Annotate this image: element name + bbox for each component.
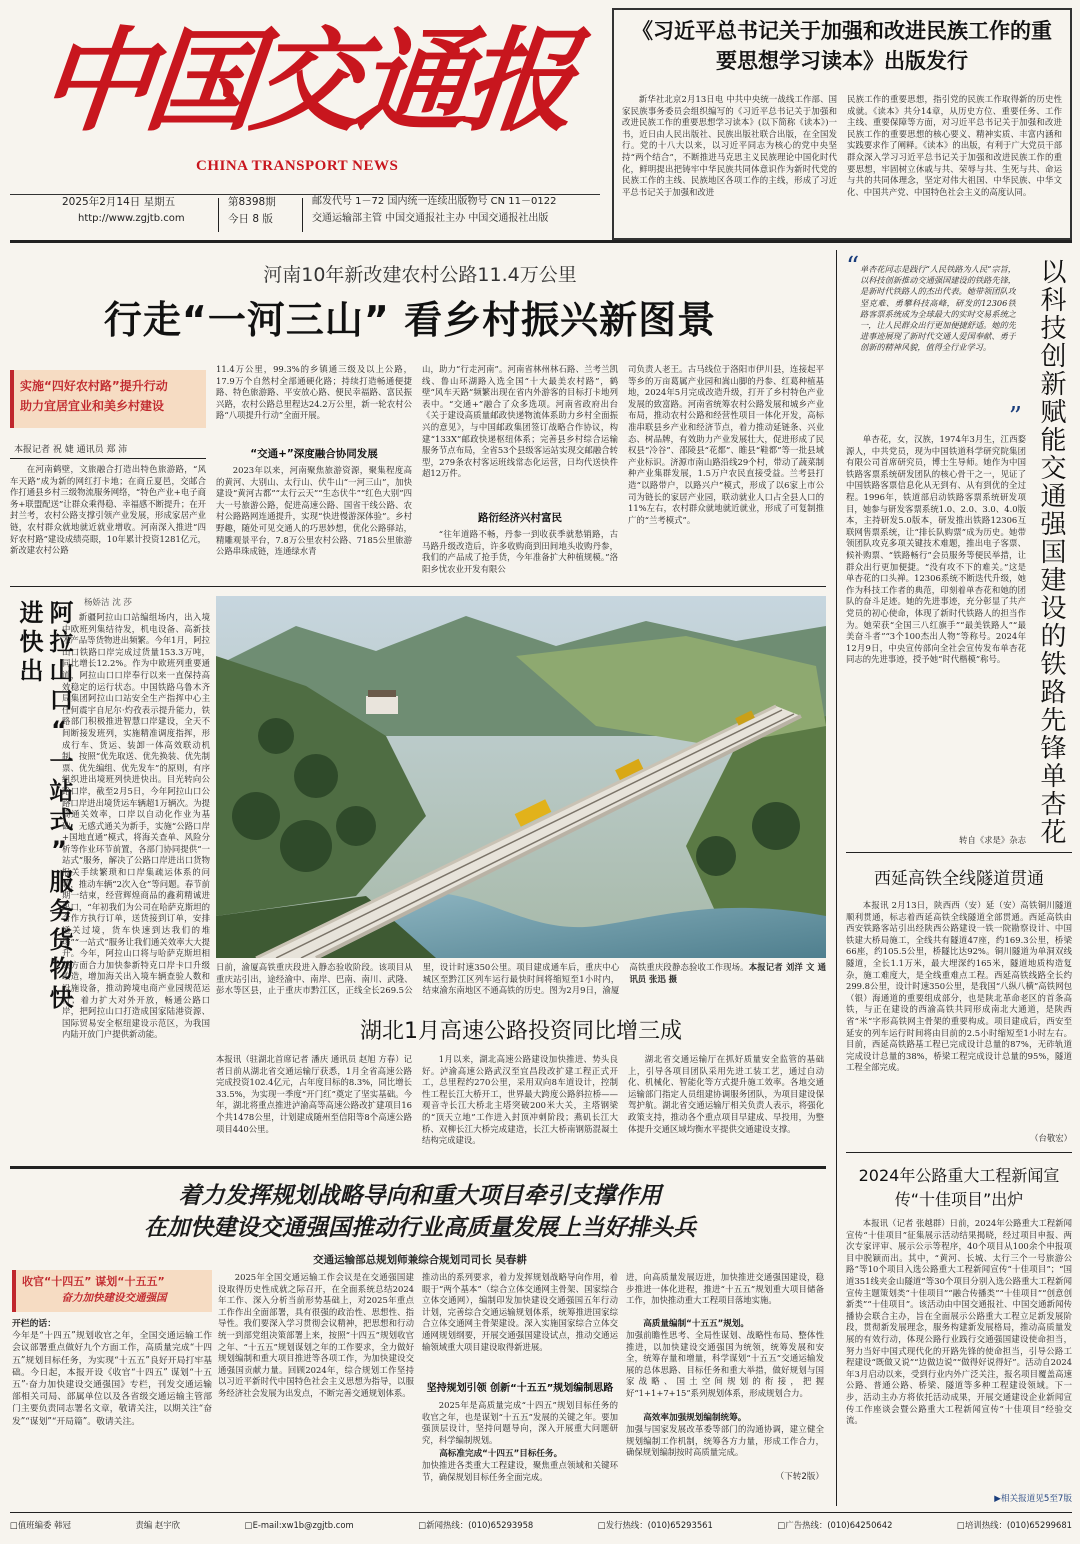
footer-email[interactable]: □E-mail:xw1b@zgjtb.com — [244, 1520, 354, 1530]
masthead-date: 2025年2月14日 星期五 — [62, 196, 176, 208]
planning-col1: 2025年全国交通运输工作会议是在交通强国建设取得历史性成就之际召开，在全面系统总结2024年工作、深入分析当前形势基础上，对2025年重点工作作出全面部署，具有很强的政治性、思想性、指导性。我们要深入学习贯彻会议精神，把思想和行动统一到部党组决策部署上来，按照“十四五”规划收官之年、“十五五”规划谋划之年的工作要求，全力做好规划编制和重大项目推进等各项工作，为加快建设交通强国贡献力量。回顾2024年，综合规划工作坚持以习近平新时代中国特色社会主义思想为指导，以服务经济社会发展为出发点，不断完善交通规划体系。 — [218, 1272, 414, 1398]
planning-tag-line2: 奋力加快建设交通强国 — [61, 1292, 167, 1304]
footer-editor: □值班编委 韩冠 — [10, 1520, 71, 1530]
henan-tag-line1: 实施“四好农村路”提升行动 — [20, 379, 168, 393]
planning-tag — [12, 1270, 212, 1312]
henan-col3b: “往年道路不畅，丹参一到收获季就愁销路，古马路升级改造后，许多收购商到田间地头收购丹参，我们的产品成了抢手货，今年准备扩大种植规模。”洛阳乡忧农业开发有限公 — [422, 529, 618, 574]
masthead-pages: 今日 8 版 — [228, 213, 273, 225]
xiyan-credit: （台敬宏） — [1030, 1133, 1072, 1143]
henan-tag — [10, 370, 206, 428]
planning-tag-line1: 收官“十四五” 谋划“十五五” — [22, 1275, 165, 1288]
footer-ad-hotline: □广告热线：(010)64250642 — [777, 1520, 893, 1530]
footer-editor2: 责编 赵宇欣 — [135, 1520, 181, 1530]
henan-tag-line2: 助力宜居宜业和美乡村建设 — [20, 399, 165, 413]
masthead-postal: 邮发代号 1－72 国内统一连续出版物号 CN 11－0122 — [312, 196, 557, 207]
award-more-label: 相关报道见5至7版 — [1000, 1494, 1072, 1504]
masthead-title: 中国交通报 — [33, 16, 577, 147]
henan-col2-wrap — [216, 364, 412, 580]
quote-text: 单杏花同志是践行“人民铁路为人民”宗旨，以科技创新推动交通强国建设的铁路先锋，是新时代铁路人的杰出代表。她带领团队攻坚克难、勇攀科技高峰，研发的12306铁路客票系统成为全球最大的实时交易系统之一，让人民群众出行更加便捷舒适。她的先进事迹展现了新时代交通人爱国奉献、勇于创新的精神风貌，值得全行业学习。 — [860, 264, 1016, 353]
sidebar-headline[interactable]: 以科技创新赋能交通强国建设的铁路先锋单杏花 — [1036, 258, 1066, 846]
planning-intro — [12, 1318, 212, 1504]
henan-col1: 在河南鹤壁，文旅融合打造出特色旅游路，“风车天路”成为新的网红打卡地；在商丘夏邑，交邮合作打通县乡村三级物流服务网络，“特色产业+电子商务+联盟配送”让群众乘得稳、幸福感不断提升；在开封兰考，农村公路支撑引领产业发展，形成家居产业链，农村群众就地就近就业增收。河南深入推进“四好农村路”建设成绩亮眼，10年累计投资1281亿元，新改建农村公路 — [10, 464, 206, 556]
masthead-issue: 第8398期 — [228, 196, 276, 208]
award-headline[interactable]: 2024年公路重大工程新闻宣传“十佳项目”出炉 — [858, 1166, 1060, 1209]
henan-subhead2: 路衍经济兴村富民 — [478, 512, 562, 524]
sidebar-text: 单杏花，女，汉族，1974年3月生，江西婺源人，中共党员，现为中国铁道科学研究院集团有限公司首席研究员，博士生导师。她作为中国铁路客票系统研发团队的核心骨干之一，见证了中国铁路客票信息化从无到有、从有到优的全过程。1996年，铁道部启动铁路客票系统研发项目，她参与研发客票系统1.0、2.0、3.0、4.0版本，主持研发5.0版本，研发推出铁路12306互联网售票系统，让“排长队购票”成为历史。她带领团队攻克多项关键技术难题，推出电子客票、候补购票、“铁路畅行”会员服务等便民举措，让群众出行更加便捷。“没有攻不下的难关。”这是单杏花的口头禅。12306系统不断迭代升级，她作为科技工作者的典范，印刻着单杏花和她的团队的奋斗足迹。她的先进事迹，充分彰显了共产党员的初心使命，体现了新时代铁路人的担当作为。她荣获“全国三八红旗手”“最美铁路人”“最美奋斗者”“3个100杰出人物”等称号。2024年12月9日，中央宣传部向全社会宣传发布单杏花同志的先进事迹，授予她“时代楷模”称号。 — [846, 434, 1026, 665]
photo-credit: 本报记者 刘洋 文 通讯员 张迅 摄 — [629, 962, 826, 984]
top-story-col1: 新华社北京2月13日电 中共中央统一战线工作部、国家民族事务委员会组织编写的《习近平总书记关于加强和改进民族工作的重要思想学习读本》(以下简称《读本》)一书，近日由人民出版社、民族出版社联合出版，在全国发行。党的十八大以来，以习近平同志为核心的党中央坚持“两个结合”，不断推进马克思主义民族理论中国化时代化，鲜明提出把铸牢中华民族共同体意识作为新时代党的民族工作的主线、民族地区各项工作的主线，形成了习近平总书记关于加强和改进 — [622, 94, 837, 197]
railway-photo-svg — [216, 596, 826, 958]
footer-dist-hotline: □发行热线：(010)65293561 — [597, 1520, 713, 1530]
xiyan-text: 本报讯 2月13日，陕西西（安）延（安）高铁铜川隧道顺利贯通，标志着西延高铁全线隧道全部贯通。西延高铁由西安铁路客站引出经陕西公路建设一铁一院勘察设计、中国铁建大桥局施工，全线共有隧道47座，约169.3公里，桥梁66座，约105.5公里，桥隧比达92%。铜川隧道为单洞双线隧道，全长1.1万米，最大埋深约165米，隧道地质构造复杂，施工难度大，是全线重难点工程。西延高铁线路全长约299.8公里，设计时速350公里，是我国“八纵八横”高铁网包（银）海通道的重要组成部分，也是陕北革命老区的首条高铁，与正在建设的西渝高铁共同形成南北大通道，是陕西省“米”字形高铁网主骨架的重要构成。项目建成后，西安至延安的列车运行时间将由目前的2.5小时缩短至1小时左右。目前，西延高铁路基工程已完成设计总量的87%，无砟轨道完成设计总量的38%，桥梁工程完成设计总量的95%，隧道工程全部完成。 — [846, 900, 1072, 1073]
top-story — [612, 8, 1072, 240]
masthead-url[interactable]: http://www.zgjtb.com — [78, 213, 185, 224]
sidebar-source: 转自《求是》杂志 — [959, 835, 1026, 845]
planning-col2-wrap — [422, 1272, 618, 1506]
planning-col2: 推动出的系列要求，着力发挥规划战略导向作用，着眼于“两个基本”（综合立体交通网主骨架、国家综合立体交通网），编制印发加快建设交通强国五年行动计划，完善综合交通运输规划体系，统筹推进国家综合立体交通网主骨架建设。深入实施国家综合立体交通网规划纲要，开展交通强国建设试点，推动交通运输领域重大项目建设取得新进展。 — [422, 1272, 618, 1352]
hubei-col3: 湖北省交通运输厅在抓好质量安全监管的基础上，引导各项目团队采用先进工装工艺，通过自动化、机械化、智能化等方式提升施工效率。各地交通运输部门指定人员组建协调服务团队，为项目建设保驾护航。湖北省交通运输厅相关负责人表示，将强化政策支持，推动各个重点项目早建成、早投用，为整体提升交通区域均衡水平提供交通建设支撑。 — [628, 1054, 824, 1134]
masthead-english: CHINA TRANSPORT NEWS — [196, 158, 399, 174]
planning-col3-wrap — [626, 1272, 824, 1506]
arrow-right-icon: ▶ — [994, 1494, 1001, 1504]
henan-col3-wrap — [422, 364, 618, 580]
photo-caption — [216, 962, 826, 1002]
planning-col3c: 加强与国家发展改革委等部门的沟通协调，建立健全规划编制工作机制，统筹各方力量，形成工作合力，确保规划编制按时高质量完成。 — [626, 1424, 824, 1458]
quote-open-icon: “ — [846, 252, 860, 282]
planning-continue[interactable]: （下转2版） — [775, 1472, 824, 1482]
footer-training-hotline: □培训热线：(010)65299681 — [957, 1520, 1072, 1530]
planning-intro-text: 今年是“十四五”规划收官之年，全国交通运输工作会议部署重点做好九个方面工作，高质量完成“十四五”规划目标任务，为实现“十五五”良好开局打牢基础。今日起，本报开设《收官“十四五” 谋划“十五五”·奋力加快建设交通强国》专栏，刊发交通运输部相关司局、部属单位以及各省级交通运输主管部门主要负责同志署名文章，敬请关注，以期关注“奋发”“谋划”“开局篇”。敬请关注。 — [12, 1331, 212, 1427]
village-house — [366, 696, 398, 714]
alashankou-byline: 杨娇洁 沈 莎 — [84, 598, 132, 608]
henan-col3: 山，助力“行走河南”。河南省林州林石路、兰考兰凯线、鲁山环湖路入选全国“十大最美农村路”，鹤壁“风车天路”频繁出现在省内外游客的目标打卡地列表中。“交通+”融合了众多选项。河南省政府出台《关于建设高质量邮政快递物流体系助力乡村全面振兴的意见》，与中国邮政集团签订战略合作协议，构建“133X”邮政快递枢纽体系；完善县乡村综合运输服务节点布局，全省53个县级客运站实现交邮融合转型，279条农村客运班线常态化运营，日均代送快件超12万件。 — [422, 364, 618, 479]
hubei-col2: 1月以来，湖北高速公路建设加快推进、势头良好。泸渝高速公路武汉至宜昌段改扩建工程正式开工，总里程约270公里，采用双向8车道设计，控制性工程长江大桥开工，世界最大跨度公路斜拉桥——观音寺长江大桥北主塔突破200米大关，主塔钢梁的“顶天立地”工作进入封顶冲刺阶段；燕矶长江大桥、双柳长江大桥完成建造，长江大桥南钢筋混凝土结构完成建设。 — [422, 1054, 618, 1146]
planning-col2c: 加快推进各类重大工程建设，聚焦重点领域和关键环节，确保规划目标任务全面完成。 — [422, 1460, 618, 1482]
henan-col4: 司负责人老王。古马线位于洛阳市伊川县，连接起平等乡的万亩葛属产业园和嵩山脚的丹参、红葛种植基地，2024年5月完成改造升级，打开了乡村特色产业发展的致富路。河南省统筹农村公路发展和城乡产业布局，推动农村公路和经营性项目一体化开发，高标准串联县乡产业和经济节点，着力推动延链条、兴业态、树品牌，有效助力产业发展壮大，促进形成了民权县“冷谷”、邵陵县“花都”、睢县“鞋都”等一批县域产业标识。济源市南山路沿线29个村，带动了蔬菜制种产业集群发展，1.5万户农民直接受益。兰考县打造“以路带户，以路兴户”模式，形成了以6家上市公司为链长的家居产业园，联动就业人口占全县人口的11%左右，农村群众就地就近就业，形成了可复制推广的“兰考模式”。 — [628, 364, 824, 525]
award-more[interactable] — [846, 1492, 1072, 1504]
planning-line2[interactable]: 在加快建设交通强国推动行业高质量发展上当好排头兵 — [144, 1214, 696, 1241]
photo-caption-text: 日前，渝厦高铁重庆段进入静态验收阶段。该项目从重庆站引出，途经渝中、南岸、巴南、南川、武隆、彭水等区县，止于重庆市黔江区，正线全长269.5公里，设计时速350公里。项目建成通车后，重庆中心城区至黔江区列车运行最快时间将缩短至1小时内，结束渝东南地区不通高铁的历史。图为2月9日，渝厦高铁重庆段静态验收工作现场。 — [216, 962, 749, 996]
hubei-headline[interactable]: 湖北1月高速公路投资同比增三成 — [360, 1019, 682, 1044]
henan-headline[interactable]: 行走“一河三山” 看乡村振兴新图景 — [103, 298, 717, 342]
henan-byline: 本报记者 祝 婕 通讯员 郑 沛 — [14, 445, 128, 455]
henan-kicker: 河南10年新改建农村公路11.4万公里 — [263, 264, 577, 286]
xiyan-headline[interactable]: 西延高铁全线隧道贯通 — [874, 869, 1044, 889]
hubei-col1: 本报讯（驻湖北首席记者 潘庆 通讯员 赵旭 方春）记者日前从湖北省交通运输厅获悉，1月全省高速公路完成投资102.4亿元，占年度目标的8.3%，同比增长33.5%，为实现一季度“开门红”奠定了坚实基础。今年，湖北将重点推进泸渝高等高速公路改扩建项目16个共1478公里，计划建成随州至信阳等8个高速公路项目440公里。 — [216, 1054, 412, 1134]
henan-col2b: 2023年以来，河南聚焦旅游资源，聚集程度高的黄河、大别山、太行山、伏牛山“一河三山”，加快建设“黄河古都”“太行云天”“生态伏牛”“红色大别”四大一号旅游公路，促进高速公路、国省干线公路、农村公路路网连通提升，实现“快进慢游深体验”。乡村野趣，随处可见交通人的巧思妙想，优化公路驿站，精雕观景平台，7.8万公里农村公路、7185公里旅游公路串珠成链，连通绿水青 — [216, 465, 412, 557]
footer — [10, 1516, 1072, 1534]
planning-col3b: 加强前瞻性思考、全局性谋划、战略性布局、整体性推进，以加快建设交通强国为统领，统筹发展和安全，统筹存量和增量，科学谋划“十五五”交通运输发展的总体思路、目标任务和重大举措，做好规划与国家战略、国土空间规划的衔接，把握好“1+1+7+15”系列规划体系，形成规划合力。 — [626, 1330, 824, 1398]
henan-col2: 11.4万公里，99.3%的乡镇通三级及以上公路，17.9万个自然村全部通硬化路；持续打造畅通便捷路、特色旅游路、平安放心路、便民幸福路、富民振兴路，农村公路总里程达24.2万公里，新一轮农村公路“八项提升行动”全面开展。 — [216, 364, 412, 421]
masthead-sponsor: 交通运输部主管 中国交通报社主办 中国交通报社出版 — [312, 213, 549, 224]
alashankou-text: 新疆阿拉山口站编组场内，出入境中欧班列集结待发，机电设备、高新技术产品等货物进出频繁。今年1月，阿拉山口铁路口岸完成过货量153.3万吨，同比增长12.2%。作为中欧班列重要通道，阿拉山口口岸奉行以来一直保持高效稳定的运行状态。中国铁路乌鲁木齐局集团阿拉山口站安全生产指挥中心主任何震宇自尼尔·灼孜表示提升能力，铁路部门积极推进智慧口岸建设，全天不间断接发班列，实施精准调度指挥，形成行车、货运、装卸一体高效联动机制，按照“优先取送、优先换装、优先制票、优先编组、优先发车”的原则，有序组织进出境班列快进快出。目光转向公路口岸，截至2月5日，今年阿拉山口公路口岸进出境货运车辆超1万辆次。为提高通关效率，口岸以自动化作业为基础、无感式通关为新手，实施“公路口岸+国地直通”模式，将海关查单、风险分析等作业环节前置，各部门协同提供“一站式”服务，解决了公路口岸进出口货物报关手续繁琐和口岸集疏运体系的问题，推动车辆“2次入仓”等问题。春节前期一结束，经营辉煌商品的鑫莉精诚进出口，“年初我们为公司在哈萨克斯坦的合作方执行订单，送货接到订单，安排通关过境，货车快速到达我们的堆场”“一站式”服务让我们通关效率大大提升。今年，阿拉山口将与哈萨克斯坦相关方面合力加快参新特克口岸卡口升级改造，增加海关出入境车辆查验人数和设施设备，推动跨境电商产业园规范运行；着力扩大对外开放，畅通公路口岸，把阿拉山口打造成国家陆港资源、国际贸易安全枢纽建设示范区，为我国内陆开放门户提供新动能。 — [62, 612, 210, 1040]
planning-subhead1: 坚持规划引领 创新“十五五”规划编制思路 — [426, 1383, 614, 1394]
alashankou-headline[interactable]: 阿拉山口“一站式”服务货物快进快出 — [15, 600, 73, 1014]
quote-close-icon: ” — [1008, 402, 1022, 432]
planning-byline: 交通运输部总规划师兼综合规划司司长 吴春耕 — [313, 1254, 527, 1266]
planning-subhead3: 高质量编制“十五五”规划。 — [643, 1319, 750, 1329]
footer-news-hotline: □新闻热线：(010)65293958 — [418, 1520, 534, 1530]
henan-subhead1: “交通+”深度融合协同发展 — [250, 448, 378, 460]
planning-intro-label: 开栏的话： — [12, 1319, 56, 1329]
railway-photo — [216, 596, 826, 958]
top-story-title[interactable]: 《习近平总书记关于加强和改进民族工作的重要思想学习读本》出版发行 — [632, 19, 1052, 73]
top-story-col2: 民族工作的重要思想，指引党的民族工作取得新的历史性成就。《读本》共分14章，从历史方位、重要任务、工作主线、重要保障等方面，对习近平总书记关于加强和改进民族工作的重要思想的核心要义、精神实质、丰富内涵和实践要求作了阐释。《读本》的出版，有利于广大党员干部群众深入学习习近平总书记关于加强和改进民族工作的重要思想，牢固树立休戚与共、荣辱与共、生死与共、命运与共的共同体理念，坚定对伟大祖国、中华民族、中华文化、中国共产党、中国特色社会主义的高度认同。 — [847, 94, 1062, 197]
quote-box — [846, 252, 1022, 432]
planning-line1[interactable]: 着力发挥规划战略导向和重大项目牵引支撑作用 — [178, 1182, 662, 1209]
planning-subhead2: 高标准完成“十四五”目标任务。 — [439, 1449, 563, 1459]
planning-col2b: 2025年是高质量完成“十四五”规划目标任务的收官之年，也是谋划“十五五”发展的关键之年。要加强顶层设计，坚持问题导向，深入开展重大问题研究，科学编制规划。 — [422, 1400, 618, 1445]
masthead — [10, 8, 600, 238]
planning-subhead4: 高效率加强规划编制统筹。 — [643, 1413, 747, 1423]
award-text: 本报讯（记者 张越群）日前，2024年公路重大工程新闻宣传“十佳项目”征集展示活动结果揭晓，经过项目申报、两次专家评审、展示公示等程序，40个项目从100余个申报项目中脱颖而出。其中，“黄河、长城、太行三个一号旅游公路”等10个项目入选公路重大工程新闻宣传“十佳项目”；“国道351线夹金山隧道”等30个项目分别入选公路重大工程新闻宣传主题策划类“十佳项目”“融合传播类”“十佳项目”“创意创新类”“十佳项目”。该活动由中国交通报社、中国交通新闻传播协会联合主办，旨在全面展示公路重大工程立足新发展阶段，贯彻新发展理念，服务构建新发展格局，推动高质量发展的有效行动，体现公路行业践行交通强国建设使命担当，努力当好中国式现代化的开路先锋的使命担当，引导公路工程建设“既做又说”“边做边说”“做得好说得好”。活动自2024年3月启动以来，受到行业内外广泛关注，报名项目覆盖高速公路、普通公路、桥梁、隧道等多种工程建设领域。下一步，活动主办方将依托活动成果，开展交通建设企业新闻宣传工作座谈会暨公路重大工程新闻宣传“十佳项目”经验交流。 — [846, 1218, 1072, 1426]
planning-col3: 进，向高质量发展迈进，加快推进交通强国建设，稳步推进一体化进程，推进“十五五”规划重大项目储备工作，加快推动重大工程项目落地实施。 — [626, 1272, 824, 1306]
